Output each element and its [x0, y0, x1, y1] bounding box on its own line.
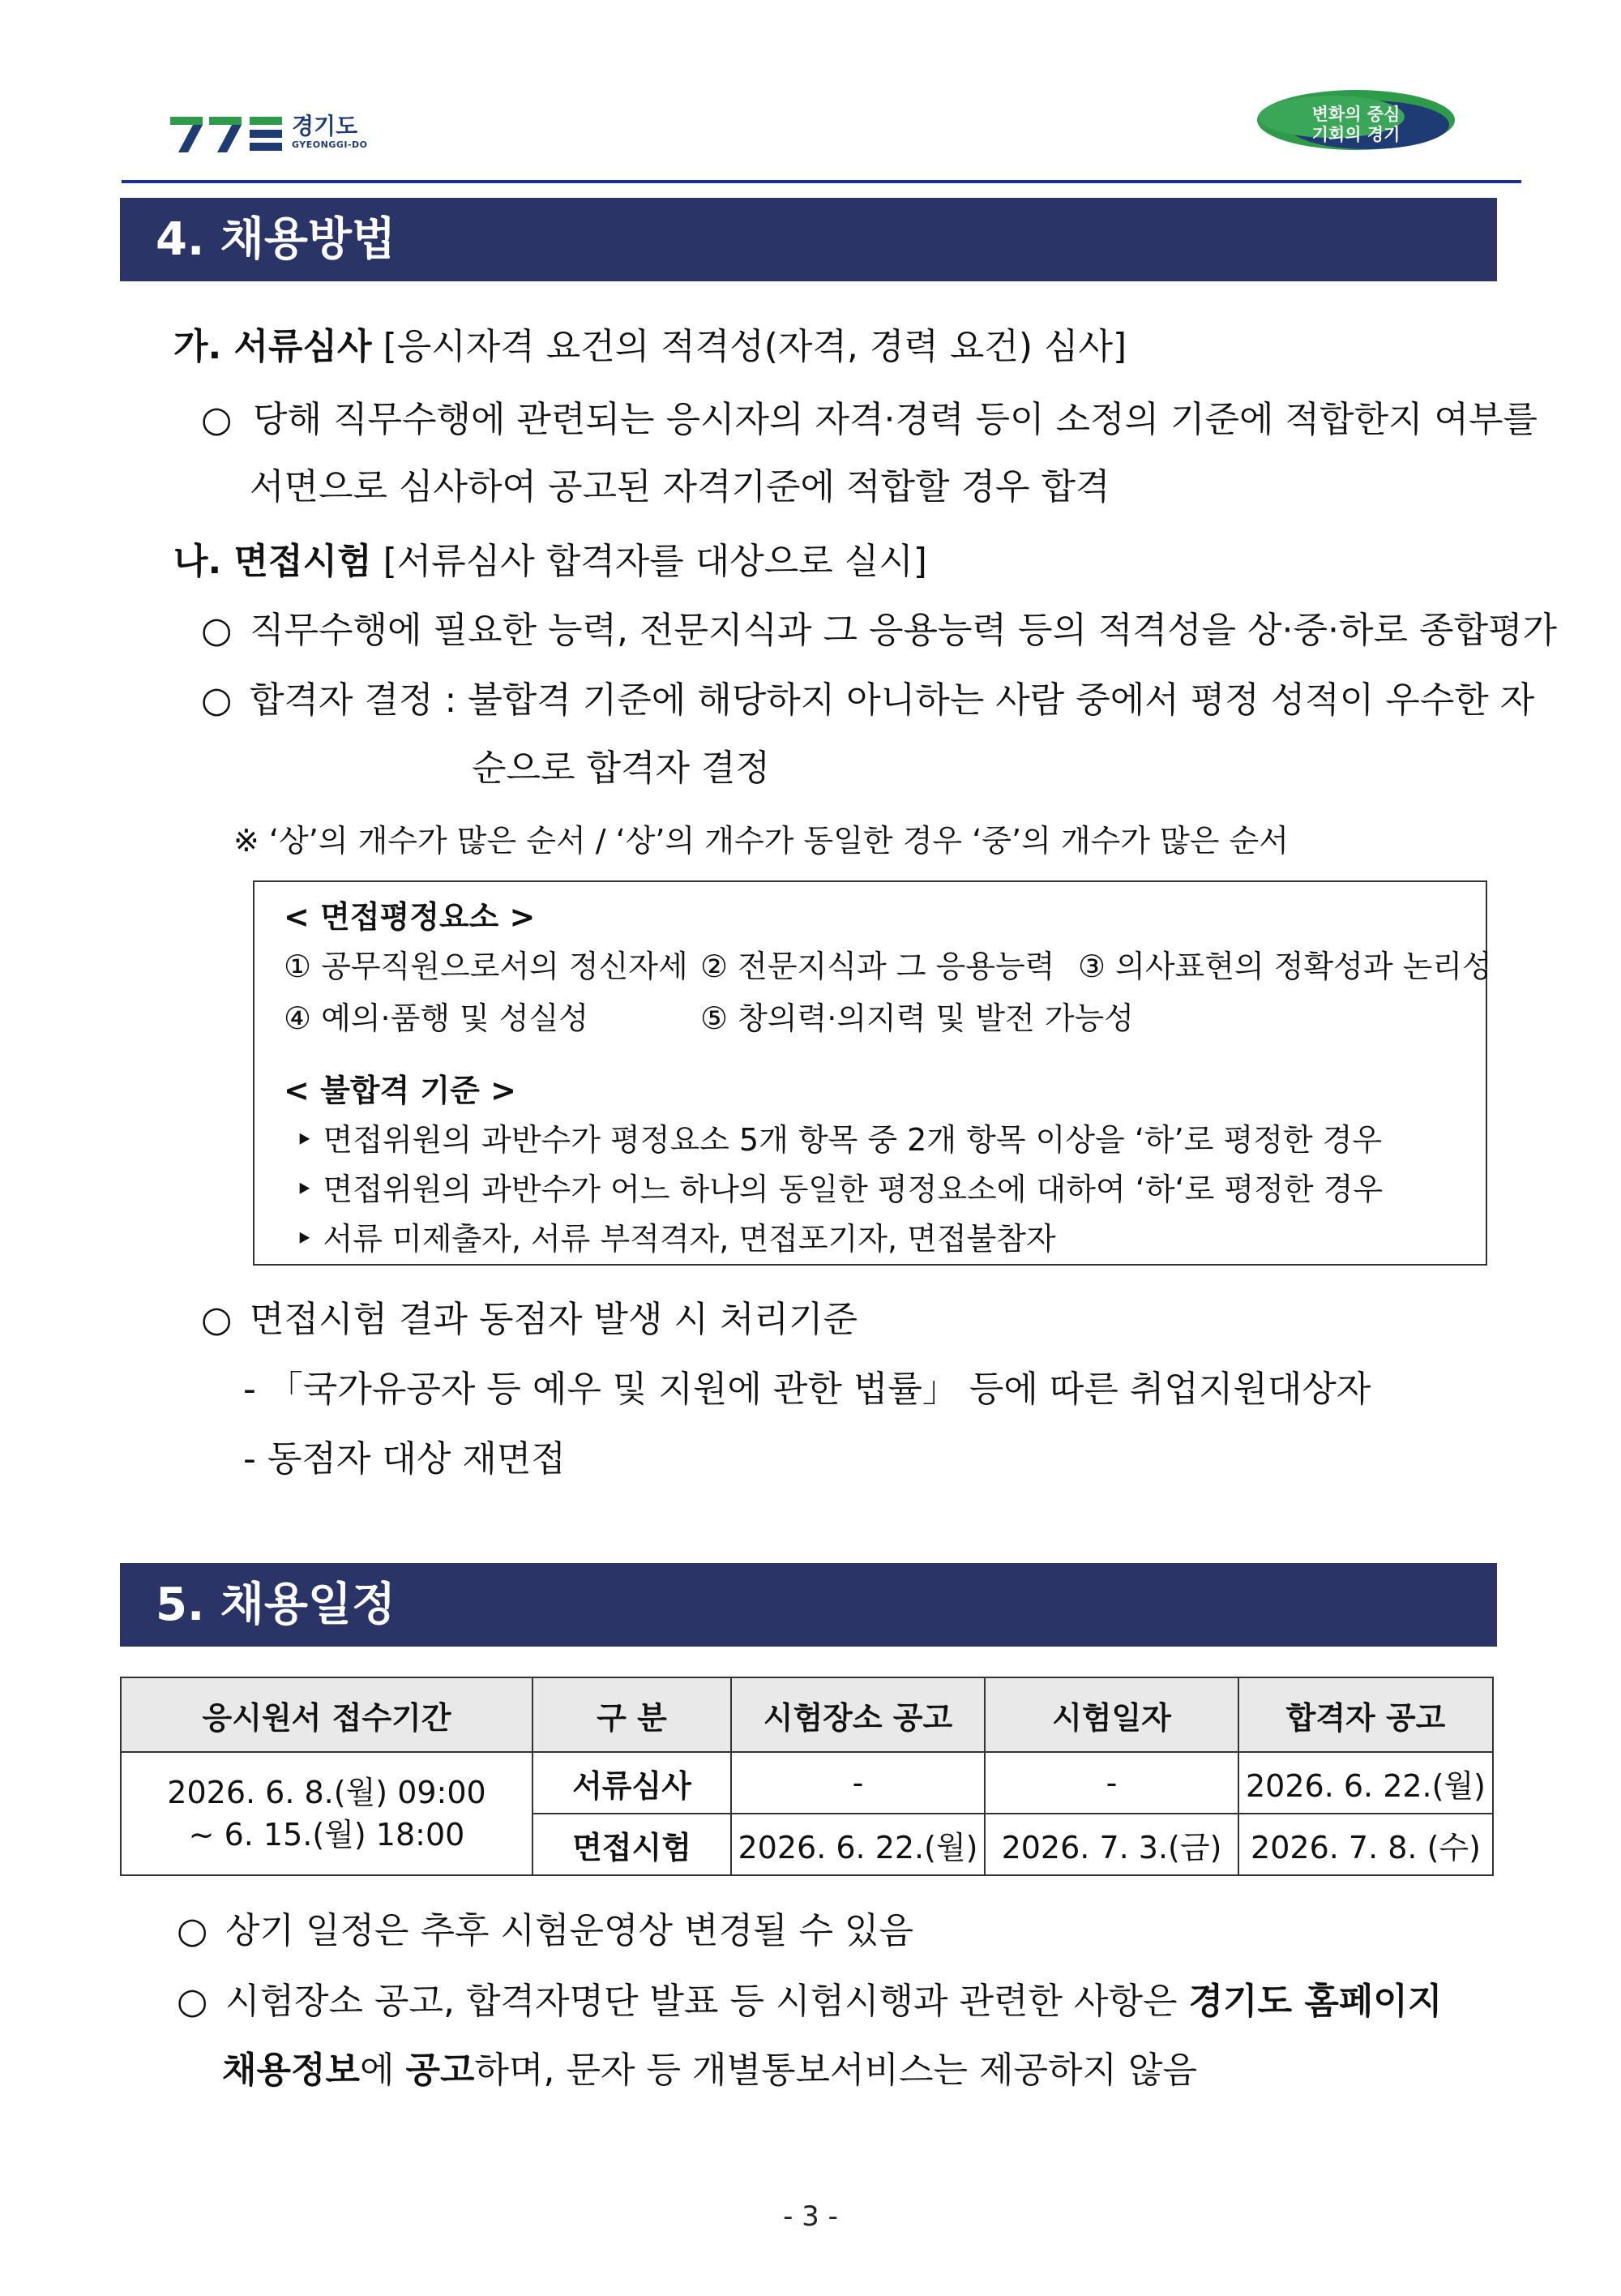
schedule-note-3	[222, 2046, 1197, 2095]
slogan-badge	[1255, 88, 1457, 152]
table-row	[121, 1752, 1493, 1814]
application-period-end: ~ 6. 15.(월) 18:00	[188, 1817, 465, 1853]
recruit-info-emphasis: 채용정보	[222, 2050, 361, 2091]
slogan-line-2: 기회의 경기	[1311, 125, 1401, 144]
section-5-title: 5. 채용일정	[120, 1563, 1497, 1647]
fail-item: ‣ 면접위원의 과반수가 어느 하나의 동일한 평정요소에 대하여 ‘하‘로 평정한 경우	[295, 1172, 1384, 1207]
fail-item: ‣ 면접위원의 과반수가 평정요소 5개 항목 중 2개 항목 이상을 ‘하’로 평정한 경우	[295, 1122, 1383, 1158]
table-header: 시험장소 공고	[731, 1677, 985, 1752]
application-period-start: 2026. 6. 8.(월) 09:00	[167, 1775, 486, 1810]
ga-bullet-line-1: 당해 직무수행에 관련되는 응시자의 자격·경력 등이 소정의 기준에 적합한지 여부를	[253, 399, 1538, 440]
table-cell: 2026. 7. 3.(금)	[985, 1814, 1238, 1875]
ranking-note: ※ ‘상’의 개수가 많은 순서 / ‘상’의 개수가 동일한 경우 ‘중’의 개수가 많은 순서	[233, 823, 1289, 859]
subsection-na-label: 나. 면접시험	[173, 541, 372, 582]
subsection-ga-label: 가. 서류심사	[173, 326, 372, 367]
table-header: 구 분	[532, 1677, 731, 1752]
table-header: 시험일자	[985, 1677, 1238, 1752]
table-header: 응시원서 접수기간	[121, 1677, 532, 1752]
na-bullet-1: 직무수행에 필요한 능력, 전문지식과 그 응용능력 등의 적격성을 상·중·하로 종합평가	[250, 610, 1557, 651]
gyeonggi-logo-mark-icon	[170, 112, 284, 157]
table-cell: 2026. 6. 22.(월)	[731, 1814, 985, 1875]
table-header: 합격자 공고	[1238, 1677, 1493, 1752]
announce-emphasis: 공고	[405, 2050, 475, 2091]
fail-criteria-title: < 불합격 기준 >	[284, 1073, 516, 1108]
eval-item: ④ 예의·품행 및 성실성	[284, 1000, 589, 1036]
subsection-ga-desc: [응시자격 요건의 적격성(자격, 경력 요건) 심사]	[383, 326, 1127, 367]
table-cell: 2026. 7. 8. (수)	[1238, 1814, 1493, 1875]
circle-bullet-icon: ○	[177, 1981, 208, 2022]
circle-bullet-icon: ○	[201, 610, 233, 651]
page-number: - 3 -	[783, 2200, 838, 2233]
slogan-line-1: 변화의 중심	[1311, 105, 1401, 124]
schedule-note-1: 상기 일정은 추후 시험운영상 변경될 수 있음	[225, 1910, 913, 1951]
ga-bullet-line-2: 서면으로 심사하여 공고된 자격기준에 적합할 경우 합격	[250, 466, 1110, 508]
subsection-na-desc: [서류심사 합격자를 대상으로 실시]	[383, 541, 927, 582]
schedule-note-3-joiner: 에	[360, 2050, 406, 2091]
interview-criteria-box	[253, 880, 1492, 1266]
tie-bullet: 면접시험 결과 동점자 발생 시 처리기준	[250, 1299, 858, 1340]
table-cell: 서류심사	[532, 1752, 731, 1814]
eval-item: ⑤ 창의력·의지력 및 발전 가능성	[700, 1000, 1134, 1036]
header-rule	[122, 180, 1521, 183]
schedule-note-3-text: 하며, 문자 등 개별통보서비스는 제공하지 않음	[474, 2050, 1198, 2091]
schedule-note-2	[225, 1977, 1442, 2026]
na-bullet-2-line-1: 합격자 결정 : 불합격 기준에 해당하지 아니하는 사람 중에서 평정 성적이 우수한 자	[250, 679, 1535, 721]
na-bullet-2-line-2: 순으로 합격자 결정	[472, 747, 771, 789]
section-4-title: 4. 채용방법	[120, 198, 1497, 281]
tie-sub-1: - 「국가유공자 등 예우 및 지원에 관한 법률」 등에 따른 취업지원대상자	[243, 1369, 1371, 1410]
eval-item: ③ 의사표현의 정확성과 논리성	[1078, 949, 1492, 984]
circle-bullet-icon: ○	[201, 679, 233, 721]
logo-english-name: GYEONGGI-DO	[292, 139, 368, 150]
eval-elements-title: < 면접평정요소 >	[284, 899, 536, 935]
circle-bullet-icon: ○	[177, 1910, 208, 1951]
eval-item: ② 전문지식과 그 응용능력	[700, 949, 1055, 984]
eval-item: ① 공무직원으로서의 정신자세	[284, 949, 688, 984]
schedule-note-2-text: 시험장소 공고, 합격자명단 발표 등 시험시행과 관련한 사항은	[225, 1981, 1189, 2022]
subsection-na	[173, 538, 927, 586]
table-cell: -	[985, 1752, 1238, 1814]
schedule-table	[120, 1677, 1494, 1876]
table-cell: -	[731, 1752, 985, 1814]
tie-sub-2: - 동점자 대상 재면접	[243, 1438, 566, 1480]
logo-name: 경기도	[292, 113, 358, 139]
gyeonggi-logo	[170, 105, 368, 157]
circle-bullet-icon: ○	[201, 399, 233, 440]
table-header-row	[121, 1677, 1493, 1752]
subsection-ga	[173, 323, 1127, 371]
circle-bullet-icon: ○	[201, 1299, 233, 1340]
homepage-emphasis: 경기도 홈페이지	[1188, 1981, 1443, 2022]
table-cell: 2026. 6. 22.(월)	[1238, 1752, 1493, 1814]
application-period-cell	[121, 1752, 532, 1875]
table-cell: 면접시험	[532, 1814, 731, 1875]
fail-item: ‣ 서류 미제출자, 서류 부적격자, 면접포기자, 면접불참자	[295, 1221, 1056, 1257]
